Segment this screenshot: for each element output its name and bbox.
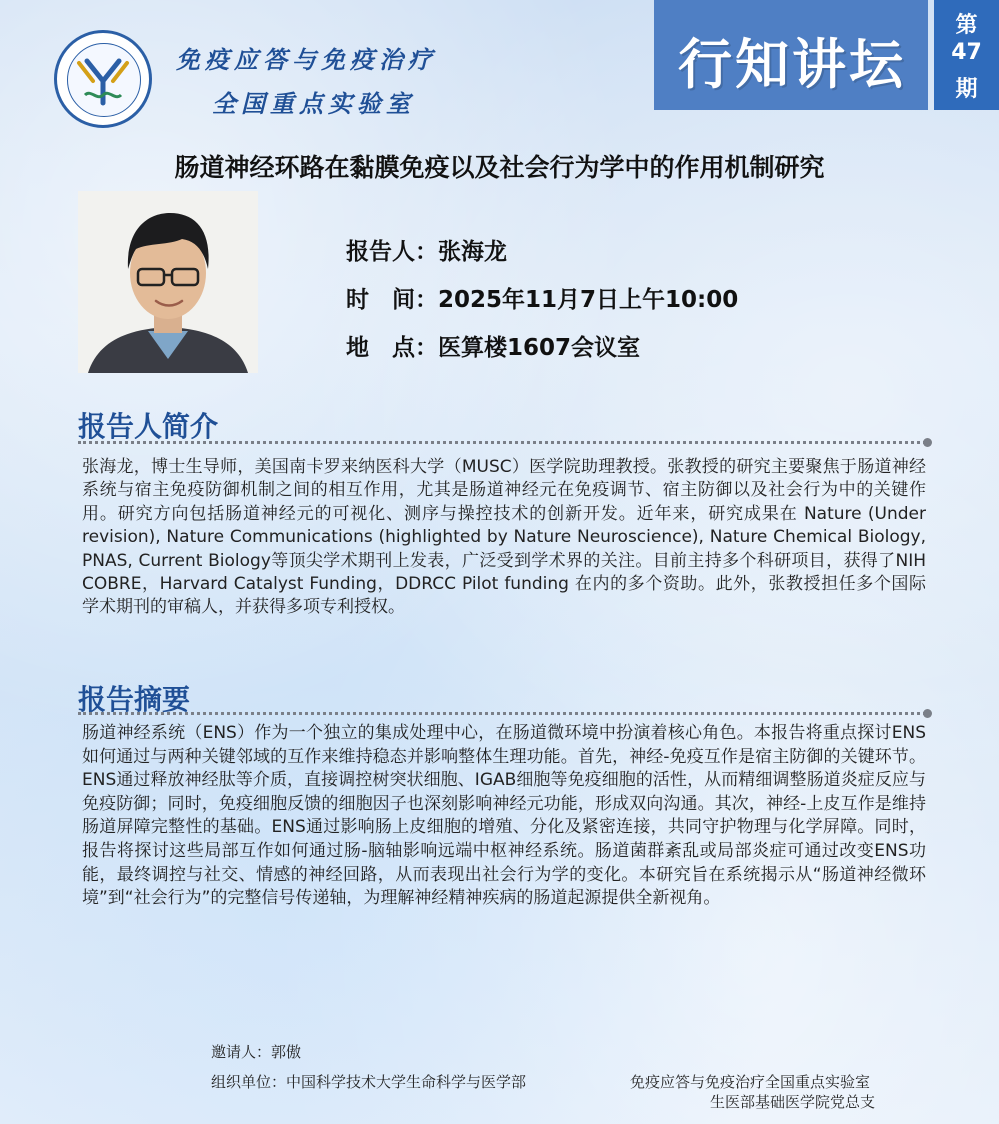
issue-number: 47	[951, 40, 982, 65]
abstract-text: 肠道神经系统（ENS）作为一个独立的集成处理中心，在肠道微环境中扮演着核心角色。本报告将重点探讨ENS如何通过与两种关键邻域的互作来维持稳态并影响整体生理功能。首先，神经-免疫互作是宿主防御的关键环节。ENS通过释放神经肽等介质，直接调控树突状细胞、IGAB细胞等免疫细胞的活性，从而精细调整肠道炎症反应与免疫防御；同时，免疫细胞反馈的细胞因子也深刻影响神经元功能，形成双向沟通。其次，神经-上皮互作是维持肠道屏障完整性的基础。ENS通过影响肠上皮细胞的增殖、分化及紧密连接，共同守护物理与化学屏障。同时，报告将探讨这些局部互作如何通过肠-脑轴影响远端中枢神经系统。肠道菌群紊乱或局部炎症可通过改变ENS功能，最终调控与社交、情感的神经回路，从而表现出社会行为学的变化。本研究旨在系统揭示从“肠道神经微环境”到“社会行为”的完整信号传递轴，为理解神经精神疾病的肠道起源提供全新视角。	[82, 723, 926, 909]
abstract-divider	[78, 712, 926, 715]
forum-title: 行知讲坛	[678, 33, 906, 96]
time-info: 时 间：2025年11月7日上午10:00	[346, 287, 739, 313]
co-organizer-2: 生医部基础医学院党总支	[710, 1093, 876, 1111]
bio-heading: 报告人简介	[78, 410, 219, 443]
bio-divider	[78, 441, 926, 444]
place-info: 地 点：医算楼1607会议室	[346, 335, 641, 361]
organizer: 组织单位：中国科学技术大学生命科学与医学部	[211, 1073, 527, 1091]
issue-prefix: 第	[955, 13, 978, 38]
antibody-logo-icon	[57, 33, 149, 125]
co-organizer-1: 免疫应答与免疫治疗全国重点实验室	[630, 1073, 871, 1091]
lab-logo	[54, 30, 152, 128]
abstract-heading: 报告摘要	[78, 683, 191, 716]
speaker-portrait-icon	[78, 191, 258, 373]
lab-name-line2: 全国重点实验室	[212, 89, 415, 118]
talk-title: 肠道神经环路在黏膜免疫以及社会行为学中的作用机制研究	[174, 153, 825, 182]
bio-text: 张海龙，博士生导师，美国南卡罗来纳医科大学（MUSC）医学院助理教授。张教授的研究主要聚焦于肠道神经系统与宿主免疫防御机制之间的相互作用，尤其是肠道神经元在免疫调节、宿主防御以及社会行为中的关键作用。研究方向包括肠道神经元的可视化、测序与操控技术的创新开发。近年来，研究成果在 Nature (Under revision), Nature Communications (highlighted by Nature Neuroscience), Nature Chemical Biology, PNAS, Current Biology等顶尖学术期刊上发表，广泛受到学术界的关注。目前主持多个科研项目，获得了NIH COBRE，Harvard Catalyst Funding，DDRCC Pilot funding 在内的多个资助。此外，张教授担任多个国际学术期刊的审稿人，并获得多项专利授权。	[82, 457, 926, 618]
speaker-photo	[78, 191, 258, 373]
speaker-info: 报告人：张海龙	[346, 239, 507, 265]
lab-name-line1: 免疫应答与免疫治疗	[176, 45, 437, 74]
inviter: 邀请人：郭傲	[211, 1043, 302, 1061]
issue-suffix: 期	[955, 77, 978, 102]
